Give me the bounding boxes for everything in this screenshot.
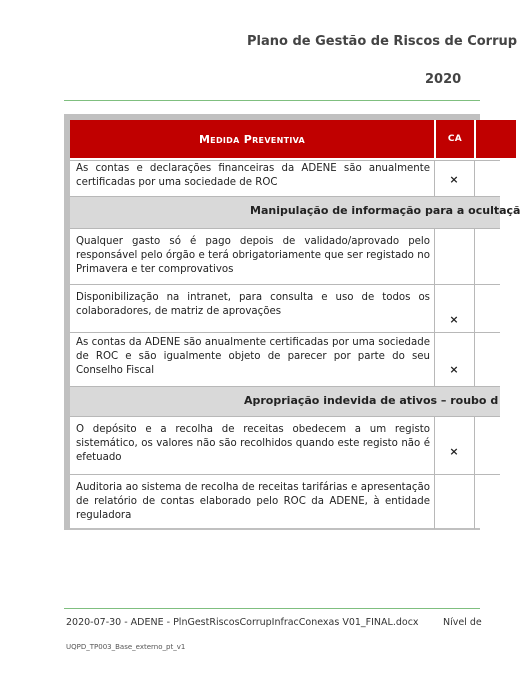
- row-text: As contas e declarações financeiras da ADENE são anualmente certificadas por uma sociedade de ROC: [76, 163, 430, 188]
- footer-level: Nível de: [443, 617, 482, 628]
- risk-table: [70, 120, 520, 528]
- table-row: [70, 416, 500, 475]
- row-divider: [474, 417, 475, 475]
- footer-document-name: 2020-07-30 - ADENE - PlnGestRiscosCorrupInfracConexas V01_FINAL.docx: [66, 617, 419, 628]
- table-frame: [64, 114, 520, 530]
- section-band-label: Apropriação indevida de ativos – roubo d: [244, 394, 499, 407]
- column-header-extra: [476, 120, 516, 158]
- row-text: Auditoria ao sistema de recolha de receitas tarifárias e apresentação de relatório de contas elaborado pelo ROC da ADENE, à entidade reguladora: [76, 482, 430, 521]
- section-band: [70, 386, 500, 417]
- header-year: 2020: [425, 72, 462, 87]
- row-text: O depósito e a recolha de receitas obedecem a um registo sistemático, os valores não são recolhidos quando este registo não é efetuado: [76, 424, 430, 463]
- row-divider: [474, 229, 475, 285]
- column-header-ca: CA: [436, 120, 474, 158]
- header-title: Plano de Gestão de Riscos de Corrup: [247, 34, 518, 49]
- section-band-label: Manipulação de informação para a ocultaçã: [250, 204, 520, 217]
- section-band: [70, 196, 520, 229]
- table-row: [70, 160, 500, 197]
- row-divider: [434, 229, 435, 285]
- row-divider: [434, 475, 435, 529]
- footer-divider: [64, 608, 480, 609]
- ca-mark: ×: [449, 313, 459, 326]
- ca-mark: ×: [449, 173, 459, 186]
- row-text: Disponibilização na intranet, para consulta e uso de todos os colaboradores, de matriz de aprovações: [76, 292, 430, 317]
- row-divider: [474, 285, 475, 333]
- column-header-medida-preventiva: Medida Preventiva: [70, 120, 434, 158]
- table-row: [70, 332, 500, 387]
- ca-mark: ×: [449, 445, 459, 458]
- row-divider: [434, 333, 435, 387]
- table-row: [70, 228, 500, 285]
- row-divider: [474, 161, 475, 197]
- table-row: [70, 474, 500, 529]
- row-divider: [474, 475, 475, 529]
- table-row: [70, 284, 500, 333]
- row-divider: [474, 333, 475, 387]
- row-text: Qualquer gasto só é pago depois de validado/aprovado pelo responsável pelo órgão e terá obrigatoriamente que ser registado no Primavera e ter comprovativos: [76, 236, 430, 275]
- footer-template-code: UQPD_TP003_Base_externo_pt_v1: [66, 643, 186, 651]
- ca-mark: ×: [449, 363, 459, 376]
- header-divider: [64, 100, 480, 101]
- row-text: As contas da ADENE são anualmente certificadas por uma sociedade de ROC e são igualmente objeto de parecer por parte do seu Conselho Fiscal: [76, 337, 430, 376]
